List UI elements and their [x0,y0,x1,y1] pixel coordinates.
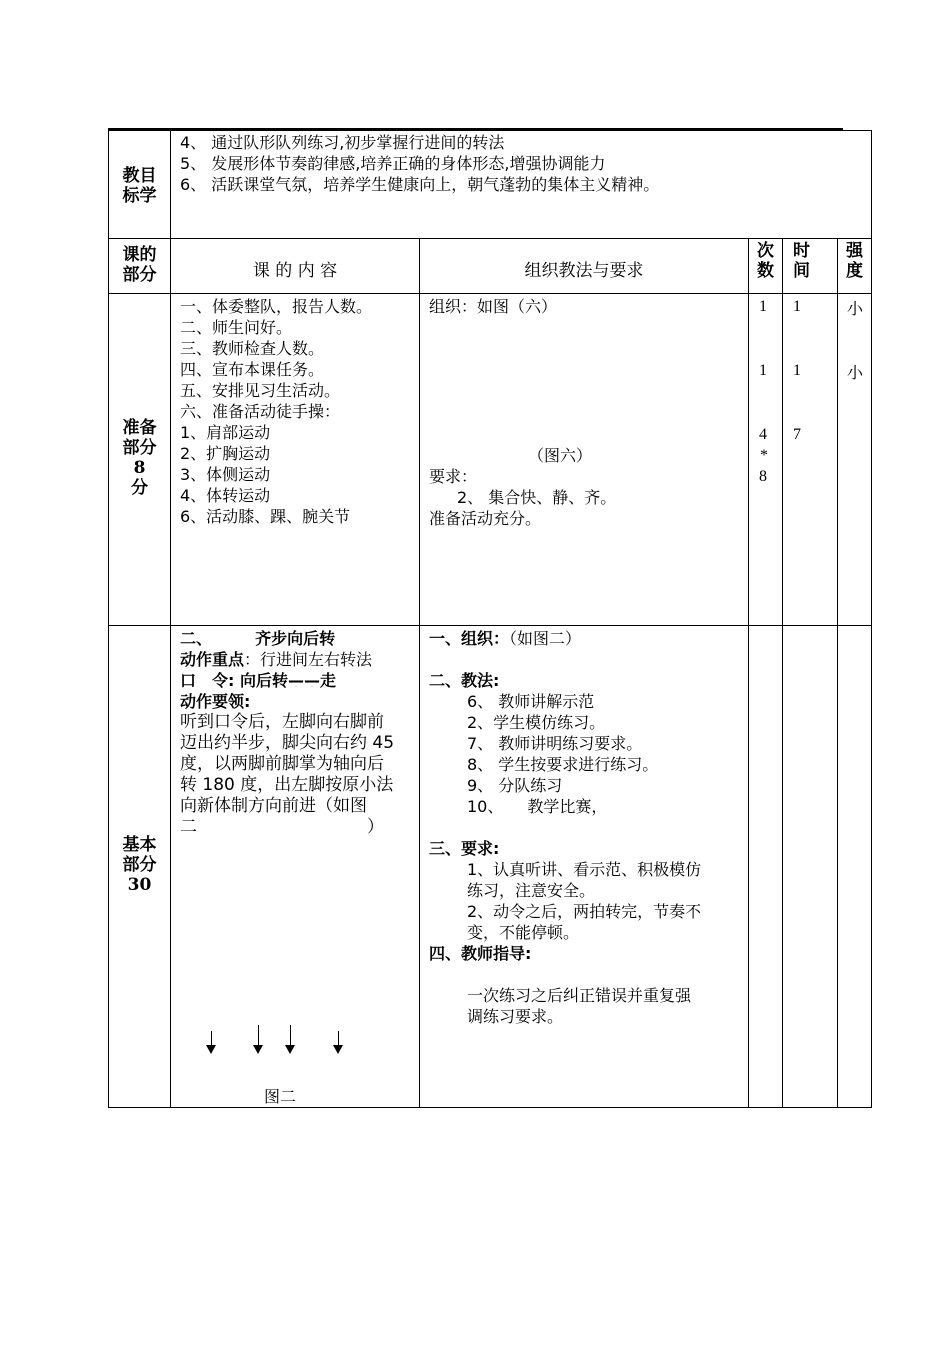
arrow-down-icon [253,1045,263,1054]
key-point-label: 动作重点 [180,650,245,669]
prep-content-line: 1、肩部运动 [180,423,271,442]
header-method-label: 组织教法与要求 [524,261,644,281]
arrow-down-icon [290,1025,291,1045]
basic-label-line: 部分 [122,855,157,875]
essentials-line: 向新体制方向前进（如图 [180,796,367,816]
prep-content-line: 三、教师检查人数。 [180,339,325,358]
arrow-down-icon [258,1025,259,1045]
prep-figure-caption: （图六） [528,446,593,465]
prep-req-title: 要求： [429,467,478,486]
header-content-label: 课 的 内 容 [252,261,338,281]
arrow-down-icon [285,1045,295,1054]
header-times-line: 次 [757,241,774,261]
header-duration-line: 间 [793,261,810,281]
prep-content-line: 2、扩胸运动 [180,444,271,463]
objectives-label-line: 教目 [122,166,157,186]
header-times-line: 数 [757,261,774,281]
prep-label-line: 准备 [122,418,157,438]
req-title: 三、要求: [429,839,500,858]
prep-org: 组织：如图（六） [429,297,558,316]
method-item: 6、 教师讲解示范 [467,692,595,711]
command-label: 口 令: [180,671,235,690]
method-item: 7、 教师讲明练习要求。 [467,734,643,753]
objective-item: 6、 活跃课堂气氛，培养学生健康向上，朝气蓬勃的集体主义精神。 [180,175,660,194]
org-text: （如图二） [509,629,582,648]
prep-label-cell [108,293,171,626]
method-item: 9、 分队练习 [467,776,563,795]
lesson-plan-table [108,130,872,1108]
key-point-text: ：行进间左右转法 [244,650,373,669]
prep-req-item: 2、 集合快、静、齐。 [457,488,617,507]
basic-method-cell [419,625,749,1108]
prep-times-value: * [760,447,768,464]
header-intensity-cell [837,238,872,294]
header-times-cell [748,238,783,294]
prep-label-line: 8 [133,458,146,478]
guide-text: 一次练习之后纠正错误并重复强 [467,986,692,1005]
command-text: 向后转——走 [239,671,336,690]
prep-times-value: 1 [759,362,767,379]
header-intensity-line: 度 [846,261,863,281]
prep-times-value: 8 [759,468,767,485]
prep-content-line: 3、体侧运动 [180,465,271,484]
header-method-cell [419,238,749,294]
essentials-line: 迈出约半步，脚尖向右约 45 [180,733,395,753]
guide-text: 调练习要求。 [467,1007,564,1026]
basic-times-cell [748,625,783,1108]
prep-content-line: 6、活动膝、踝、腕关节 [180,507,351,526]
basic-content-cell [170,625,420,1108]
essentials-line: 度，以两脚前脚掌为轴向后 [180,754,384,774]
header-section-line: 课的 [122,245,157,265]
prep-content-line: 二、师生问好。 [180,318,293,337]
essentials-line: 转 180 度，出左脚按原小法 [180,775,394,795]
header-intensity-line: 强 [846,241,863,261]
header-section-cell [108,238,171,294]
header-content-cell [170,238,420,294]
prep-label-line: 分 [131,478,148,498]
arrow-down-icon [338,1031,339,1045]
prep-content-line: 五、安排见习生活动。 [180,381,341,400]
objectives-content-cell [170,130,872,239]
prep-duration-value: 1 [793,298,801,315]
prep-duration-cell [782,293,838,626]
header-section-line: 部分 [122,265,157,285]
prep-intensity-cell [837,293,872,626]
arrow-down-icon [333,1045,343,1054]
prep-method-cell [419,293,749,626]
prep-content-line: 4、体转运动 [180,486,271,505]
basic-label-line: 30 [127,875,152,895]
method-item: 8、 学生按要求进行练习。 [467,755,659,774]
guide-title: 四、教师指导: [429,944,532,963]
arrow-down-icon [211,1031,212,1045]
req-item: 变，不能停顿。 [467,923,580,942]
basic-title-num: 二、 [180,629,213,648]
essentials-label: 动作要领: [180,692,251,711]
prep-label-line: 部分 [122,438,157,458]
objectives-label-cell [108,130,171,239]
prep-content-line: 一、体委整队，报告人数。 [180,297,373,316]
basic-figure-caption: 图二 [264,1087,297,1106]
prep-times-value: 1 [759,298,767,315]
basic-label-line: 基本 [122,835,157,855]
prep-content-line: 四、宣布本课任务。 [180,360,325,379]
basic-label-cell [108,625,171,1108]
basic-title: 齐步向后转 [255,629,336,648]
req-item: 练习，注意安全。 [467,881,596,900]
prep-content-cell [170,293,420,626]
prep-times-value: 4 [759,426,767,443]
essentials-line: 听到口令后，左脚向右脚前 [180,712,384,732]
header-duration-line: 时 [793,241,810,261]
prep-intensity-value: 小 [847,299,864,318]
prep-times-cell [748,293,783,626]
req-item: 2、动令之后，两拍转完，节奏不 [467,902,702,921]
objective-item: 5、 发展形体节奏韵律感,培养正确的身体形态,增强协调能力 [180,154,606,173]
basic-intensity-cell [837,625,872,1108]
prep-duration-value: 1 [793,362,801,379]
prep-content-line: 六、准备活动徒手操： [180,402,341,421]
req-item: 1、认真听讲、看示范、积极模仿 [467,860,702,879]
method-item: 10、 教学比赛， [467,797,608,816]
basic-duration-cell [782,625,838,1108]
prep-req-item: 准备活动充分。 [429,509,542,528]
objective-item: 4、 通过队形队列练习,初步掌握行进间的转法 [180,133,505,152]
prep-duration-value: 7 [793,426,801,443]
method-title: 二、教法: [429,671,500,690]
header-duration-cell [782,238,838,294]
org-title: 一、组织： [429,629,510,648]
method-item: 2、学生模仿练习。 [467,713,606,732]
objectives-label-line: 标学 [122,186,157,206]
essentials-line: 二 ） [180,817,384,837]
arrow-down-icon [206,1045,216,1054]
prep-intensity-value: 小 [847,363,864,382]
